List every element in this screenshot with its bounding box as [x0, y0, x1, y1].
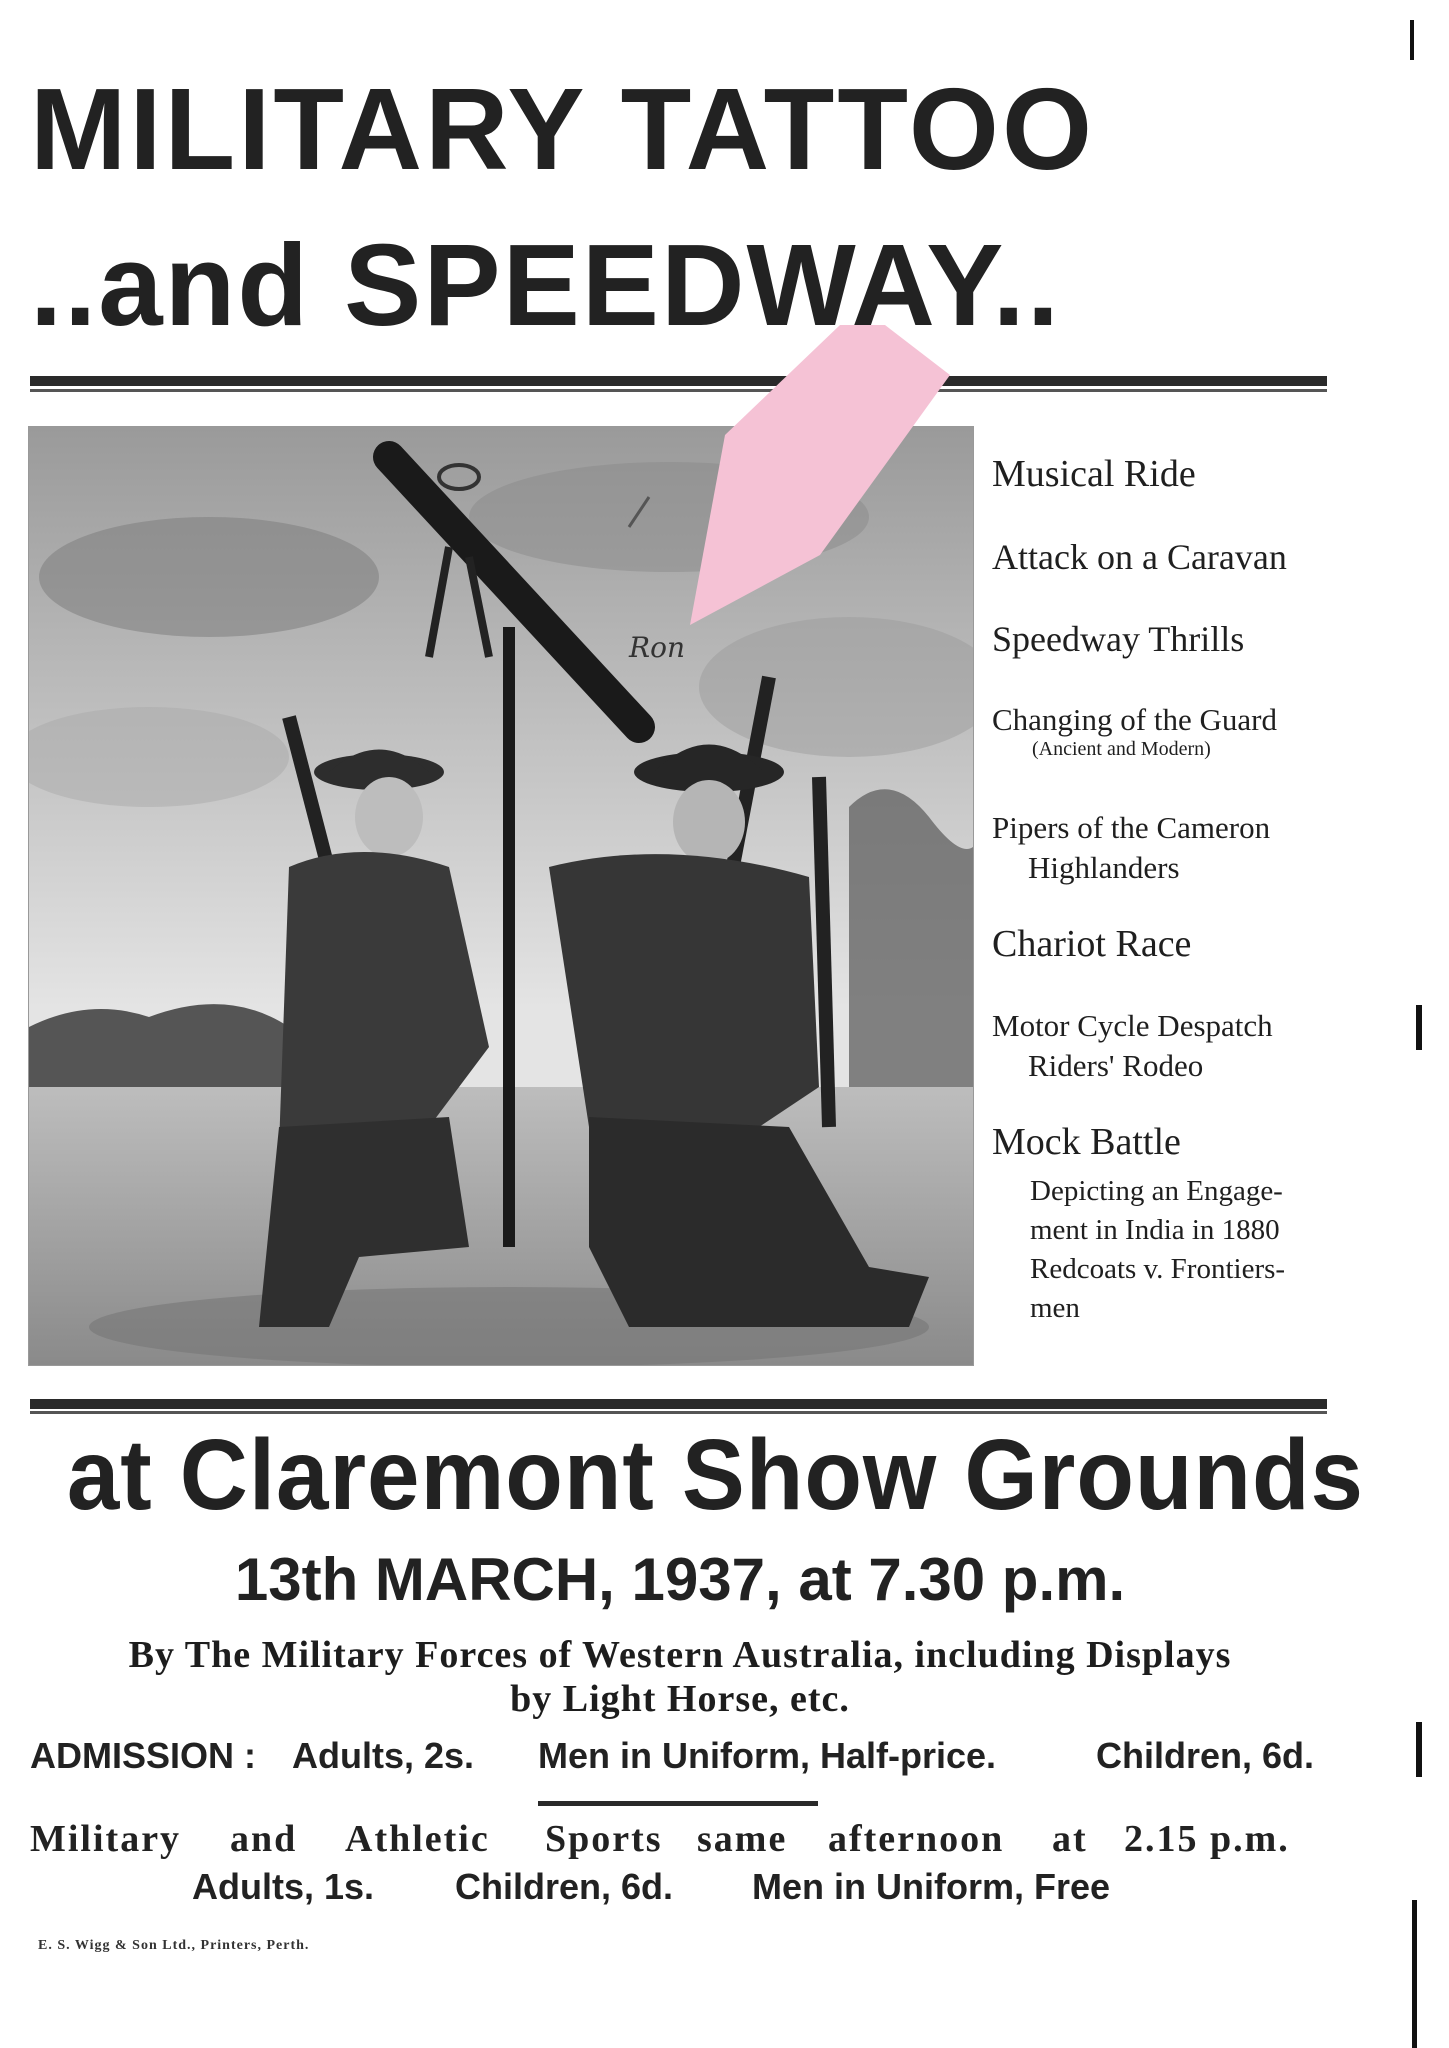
scan-edge-mark — [1412, 1900, 1417, 2048]
program-item-mock-battle: Mock Battle — [992, 1121, 1181, 1163]
scan-edge-mark — [1416, 1005, 1422, 1050]
program-item-mock-battle-details: Depicting an Engage- ment in India in 1880 Redcoats v. Frontiers- men — [1030, 1175, 1286, 1324]
admission-uniform: Men in Uniform, Half-price. — [538, 1735, 997, 1776]
sports-time: 2.15 p.m. — [1124, 1818, 1290, 1860]
program-item-changing-guard-sub: (Ancient and Modern) — [1032, 738, 1211, 760]
sports-children: Children, 6d. — [455, 1866, 674, 1907]
venue-heading: at Claremont Show Grounds — [66, 1419, 1364, 1531]
sports-word-military: Military — [30, 1818, 182, 1860]
headline-line-2: ..and SPEEDWAY.. — [30, 220, 1061, 350]
middle-divider — [30, 1399, 1327, 1409]
sports-word-at: at — [1052, 1818, 1088, 1860]
headline-line-1: MILITARY TATTOO — [30, 64, 1095, 194]
sports-word-same: same — [697, 1818, 788, 1860]
sports-word-sports: Sports — [545, 1818, 663, 1860]
pink-arrow-overlay — [690, 325, 950, 625]
byline-line-1: By The Military Forces of Western Australia, including Displays — [128, 1634, 1232, 1676]
sports-adults: Adults, 1s. — [192, 1866, 375, 1907]
scan-edge-mark — [1416, 1722, 1422, 1777]
sports-word-athletic: Athletic — [345, 1818, 490, 1860]
sports-word-and: and — [230, 1818, 298, 1860]
middle-divider-thin — [30, 1411, 1327, 1414]
scan-edge-mark — [1410, 20, 1414, 60]
program-item-changing-guard: Changing of the Guard (Ancient and Modern) — [992, 702, 1342, 761]
pink-arrow-shape — [690, 325, 950, 625]
photo-signature: Ron — [629, 631, 685, 664]
program-item-musical-ride: Musical Ride — [992, 453, 1196, 495]
program-item-speedway-thrills: Speedway Thrills — [992, 619, 1245, 659]
short-divider — [538, 1801, 818, 1806]
program-item-motor-cycle: Motor Cycle Despatch Riders' Rodeo — [992, 1008, 1273, 1083]
admission-label: ADMISSION : — [30, 1735, 257, 1776]
admission-children: Children, 6d. — [1096, 1735, 1315, 1776]
event-datetime: 13th MARCH, 1937, at 7.30 p.m. — [234, 1546, 1126, 1613]
sports-uniform: Men in Uniform, Free — [752, 1866, 1111, 1907]
admission-adults: Adults, 2s. — [292, 1735, 475, 1776]
top-divider-thin — [30, 389, 1327, 392]
top-divider — [30, 376, 1327, 386]
byline-line-2: by Light Horse, etc. — [510, 1678, 850, 1720]
sports-word-afternoon: afternoon — [828, 1818, 1005, 1860]
program-item-pipers: Pipers of the Cameron Highlanders — [992, 810, 1271, 885]
printer-credit: E. S. Wigg & Son Ltd., Printers, Perth. — [38, 1938, 310, 1953]
program-item-attack-caravan: Attack on a Caravan — [992, 537, 1287, 577]
program-item-chariot-race: Chariot Race — [992, 923, 1192, 965]
